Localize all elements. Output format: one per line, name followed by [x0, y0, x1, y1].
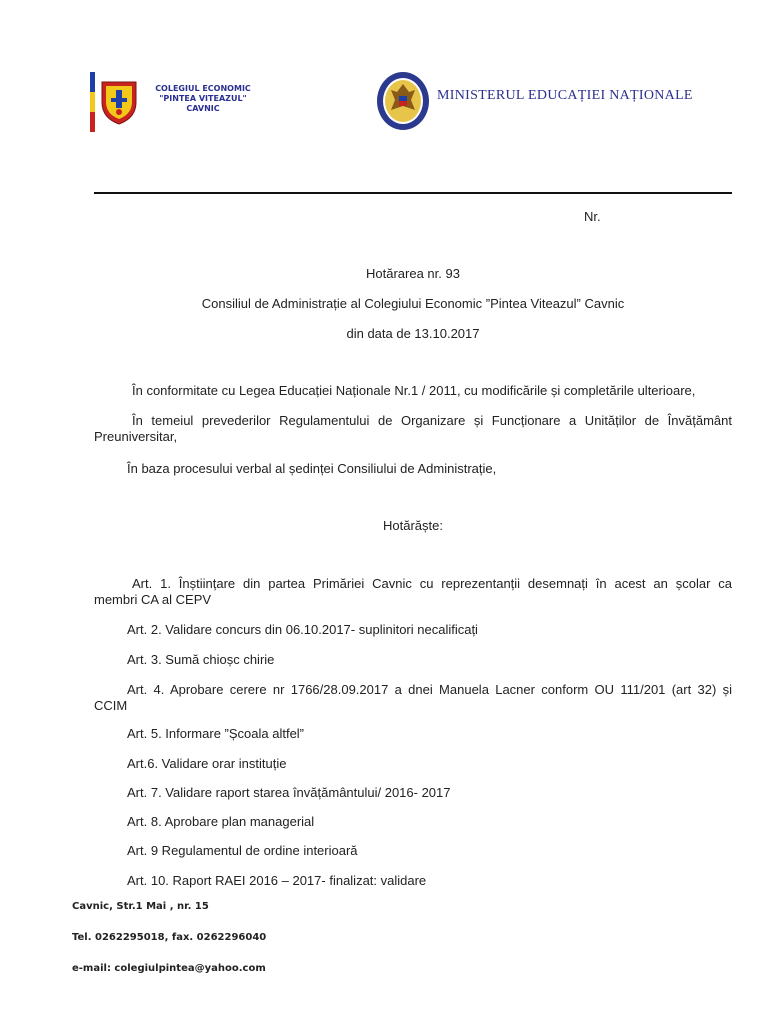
preamble-minutes: În baza procesului verbal al ședinței Consiliului de Administrație, — [127, 461, 497, 476]
article-1-line2: membri CA al CEPV — [94, 592, 212, 607]
footer-phone: Tel. 0262295018, fax. 0262296040 — [72, 932, 267, 943]
school-name — [138, 84, 268, 114]
school-name-line3: CAVNIC — [186, 104, 220, 113]
decision-title: Hotărarea nr. 93 — [366, 266, 460, 281]
preamble-regulation-line1: În temeiul prevederilor Regulamentului de Organizare și Funcționare a Unităților de Învățământ — [132, 413, 732, 428]
flag-stripe-blue — [90, 72, 95, 92]
article-4-line2: CCIM — [94, 698, 128, 713]
article-7: Art. 7. Validare raport starea învățământului/ 2016- 2017 — [127, 785, 451, 800]
article-10: Art. 10. Raport RAEI 2016 – 2017- finalizat: validare — [127, 873, 427, 888]
article-8: Art. 8. Aprobare plan managerial — [127, 814, 315, 829]
decision-date: din data de 13.10.2017 — [346, 326, 480, 341]
footer-email[interactable]: e-mail: colegiulpintea@yahoo.com — [72, 963, 266, 974]
preamble-regulation — [94, 413, 732, 445]
flag-stripe-yellow — [90, 92, 95, 112]
school-name-line2: "PINTEA VITEAZUL" — [159, 94, 247, 103]
article-4-line1: Art. 4. Aprobare cerere nr 1766/28.09.2017 a dnei Manuela Lacner conform OU 111/201 (art 32) și — [127, 682, 732, 697]
ministry-logo — [375, 70, 693, 134]
flag-stripe-red — [90, 112, 95, 132]
registration-number-label: Nr. — [584, 209, 601, 224]
article-2: Art. 2. Validare concurs din 06.10.2017- suplinitori necalificați — [127, 622, 478, 637]
decides-heading: Hotărăște: — [383, 518, 443, 533]
article-3: Art. 3. Sumă chioșc chirie — [127, 652, 275, 667]
school-crest-icon — [98, 76, 140, 126]
article-4 — [94, 682, 732, 714]
article-6: Art.6. Validare orar instituție — [127, 756, 287, 771]
preamble-regulation-line2: Preuniversitar, — [94, 429, 178, 444]
footer-address: Cavnic, Str.1 Mai , nr. 15 — [72, 901, 209, 912]
preamble-law: În conformitate cu Legea Educației Naționale Nr.1 / 2011, cu modificările și completările ulterioare, — [132, 383, 696, 398]
article-5: Art. 5. Informare ”Școala altfel” — [127, 726, 305, 741]
article-9: Art. 9 Regulamentul de ordine interioară — [127, 843, 358, 858]
decision-council: Consiliul de Administrație al Colegiului Economic ”Pintea Viteazul” Cavnic — [201, 296, 625, 311]
header-divider — [94, 192, 732, 194]
school-name-line1: COLEGIUL ECONOMIC — [155, 84, 251, 93]
article-1 — [94, 576, 732, 608]
article-1-line1: Art. 1. Înștiințare din partea Primăriei Cavnic cu reprezentanții desemnați în acest an școlar ca — [132, 576, 732, 591]
ministry-name: MINISTERUL EDUCAȚIEI NAȚIONALE — [437, 88, 693, 103]
school-logo — [86, 70, 266, 134]
guvernul-romaniei-seal-icon — [375, 70, 431, 132]
